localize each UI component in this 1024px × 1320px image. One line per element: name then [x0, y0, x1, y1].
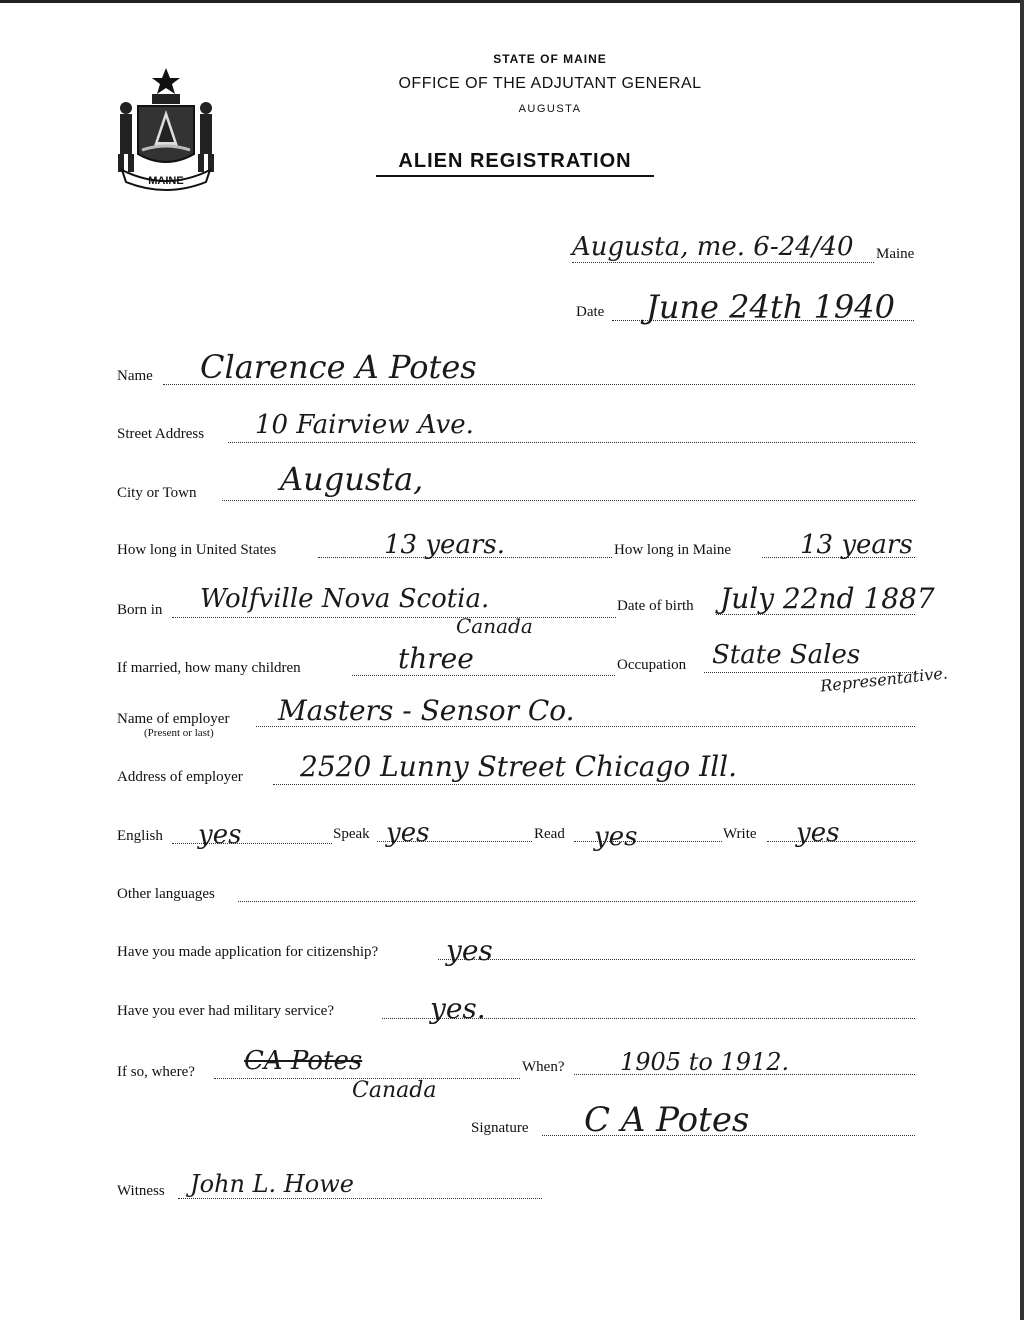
write-label: Write: [723, 826, 757, 842]
other-languages-label: Other languages: [117, 886, 215, 902]
citizenship-line: [438, 959, 915, 960]
when-entry: 1905 to 1912.: [620, 1048, 790, 1076]
place-line: [572, 262, 874, 263]
maine-state-seal: [108, 66, 224, 192]
read-label: Read: [534, 826, 565, 842]
speak-label: Speak: [333, 826, 370, 842]
name-entry: Clarence A Potes: [200, 348, 477, 386]
military-label: Have you ever had military service?: [117, 1003, 334, 1019]
street-label: Street Address: [117, 426, 205, 442]
english-entry: yes: [198, 820, 242, 850]
years-us-entry: 13 years.: [384, 530, 505, 560]
occupation-entry: State Sales: [712, 640, 861, 670]
scan-edge-top: [0, 0, 1024, 3]
signature-entry: C A Potes: [584, 1100, 750, 1140]
employer-sub-label: (Present or last): [144, 727, 214, 739]
english-label: English: [117, 828, 163, 844]
when-label: When?: [522, 1059, 565, 1075]
street-entry: 10 Fairview Ave.: [255, 410, 474, 440]
city-heading: AUGUSTA: [518, 103, 582, 115]
witness-label: Witness: [117, 1183, 165, 1199]
place-suffix-label: Maine: [876, 246, 915, 262]
years-maine-entry: 13 years: [800, 530, 913, 560]
citizenship-label: Have you made application for citizenship?: [117, 944, 379, 960]
where-struck-entry: CA Potes: [244, 1046, 363, 1076]
other-languages-line: [238, 901, 915, 902]
employer-address-label: Address of employer: [117, 769, 243, 785]
born-label: Born in: [117, 602, 163, 618]
place-entry: Augusta, me. 6-24/40: [572, 232, 854, 262]
state-heading: STATE OF MAINE: [493, 52, 607, 66]
witness-line: [178, 1198, 542, 1199]
where-label: If so, where?: [117, 1064, 195, 1080]
citizenship-entry: yes: [446, 934, 493, 967]
employer-address-entry: 2520 Lunny Street Chicago Ill.: [300, 750, 738, 783]
read-entry: yes: [594, 822, 638, 852]
witness-entry: John L. Howe: [190, 1170, 354, 1198]
name-label: Name: [117, 368, 153, 384]
military-entry: yes.: [430, 992, 486, 1025]
children-entry: three: [398, 642, 474, 675]
where-entry: Canada: [352, 1078, 437, 1103]
speak-entry: yes: [386, 818, 430, 848]
office-heading: OFFICE OF THE ADJUTANT GENERAL: [398, 75, 702, 92]
city-line: [222, 500, 915, 501]
years-us-label: How long in United States: [117, 542, 277, 558]
employer-address-line: [273, 784, 915, 785]
city-label: City or Town: [117, 485, 197, 501]
born-entry: Wolfville Nova Scotia.: [200, 584, 490, 614]
occupation-cont-entry: Representative.: [819, 663, 949, 696]
write-entry: yes: [796, 818, 840, 848]
born-country-entry: Canada: [456, 614, 533, 638]
dob-entry: July 22nd 1887: [720, 582, 935, 615]
children-line: [352, 675, 615, 676]
children-label: If married, how many children: [117, 660, 301, 676]
seal-banner-text: MAINE: [148, 175, 184, 187]
born-line: [172, 617, 616, 618]
street-line: [228, 442, 915, 443]
employer-entry: Masters - Sensor Co.: [278, 694, 575, 727]
dob-label: Date of birth: [617, 598, 694, 614]
english-line: [172, 843, 332, 844]
occupation-label: Occupation: [617, 657, 687, 673]
write-line: [767, 841, 915, 842]
date-entry: June 24th 1940: [646, 288, 895, 326]
form-title: ALIEN REGISTRATION: [376, 150, 654, 177]
years-maine-label: How long in Maine: [614, 542, 732, 558]
employer-label: Name of employer: [117, 711, 230, 727]
signature-label: Signature: [471, 1120, 529, 1136]
scan-edge-right: [1020, 0, 1024, 1320]
date-label: Date: [576, 304, 605, 320]
city-entry: Augusta,: [280, 460, 424, 498]
